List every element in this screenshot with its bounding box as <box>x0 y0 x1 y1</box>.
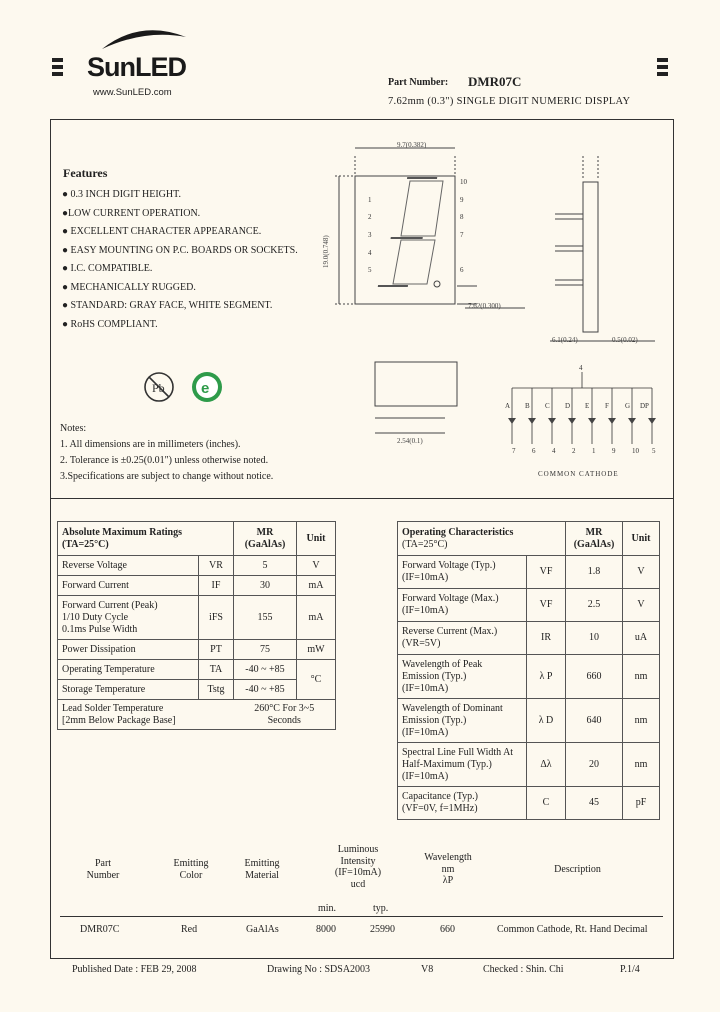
brand-website[interactable]: www.SunLED.com <box>93 87 172 98</box>
table-row: Wavelength of Dominant Emission (Typ.) (IF=10mA) λ D 640 nm <box>398 699 660 743</box>
green-product-icon <box>190 370 224 404</box>
right-header-bars <box>657 58 668 79</box>
part-number: DMR07C <box>468 74 522 89</box>
segment-label: DP <box>640 402 649 410</box>
segment-label: D <box>565 402 571 410</box>
table-row: Operating Temperature TA -40 ~ +85 °C <box>58 660 336 680</box>
table-row: Forward Voltage (Typ.) (IF=10mA) VF 1.8 V <box>398 556 660 589</box>
svg-text:Pb: Pb <box>152 381 165 395</box>
table-row: Capacitance (Typ.) (VF=0V, f=1MHz) C 45 pF <box>398 787 660 820</box>
circuit-pin: 6 <box>532 447 536 455</box>
table-header: Unit <box>623 522 660 556</box>
footer-published-date: Published Date : FEB 29, 2008 <box>72 964 197 975</box>
pb-free-icon <box>142 370 176 404</box>
list-item: ● 0.3 INCH DIGIT HEIGHT. <box>62 189 181 200</box>
circuit-pin: 5 <box>652 447 656 455</box>
circuit-common-pin: 4 <box>579 364 583 372</box>
table-row: Lead Solder Temperature [2mm Below Package Base] 260°C For 3~5 Seconds <box>58 700 336 730</box>
table-header: Unit <box>297 522 336 556</box>
left-header-bars <box>52 58 63 79</box>
col-header-color: Emitting Color <box>173 858 209 881</box>
pin-label: 8 <box>460 213 464 221</box>
sunled-logo-arc-icon <box>100 25 190 55</box>
table-header: Absolute Maximum Ratings (TA=25°C) <box>58 522 234 556</box>
col-header-wavelength: Wavelength nm λP <box>424 852 472 886</box>
note-item: 3.Specifications are subject to change without notice. <box>60 471 274 482</box>
segment-label: B <box>525 402 530 410</box>
circuit-pin: 10 <box>632 447 639 455</box>
table-row: Forward Current (Peak) 1/10 Duty Cycle 0.1ms Pulse Width iFS 155 mA <box>58 596 336 640</box>
operating-characteristics-table <box>397 521 660 820</box>
col-header-description: Description <box>554 864 601 875</box>
pin-label: 10 <box>460 178 467 186</box>
circuit-pin: 2 <box>572 447 576 455</box>
list-item: ● RoHS COMPLIANT. <box>62 318 158 330</box>
part-number-label: Part Number: <box>388 77 449 88</box>
footer-version: V8 <box>421 964 434 975</box>
pin-label: 5 <box>368 266 372 274</box>
height-dimension: 19.0(0.748) <box>322 235 330 268</box>
table-header: MR (GaAlAs) <box>566 522 623 556</box>
circuit-pin: 4 <box>552 447 556 455</box>
table-row: Forward Current IF 30 mA <box>58 576 336 596</box>
pin-label: 4 <box>368 249 372 257</box>
width-dimension: 9.7(0.382) <box>397 141 427 149</box>
list-item: ●LOW CURRENT OPERATION. <box>62 207 201 219</box>
pin-label: 3 <box>368 231 372 239</box>
absolute-maximum-ratings-table <box>57 521 336 730</box>
col-header-typ: typ. <box>373 903 389 914</box>
table-row: Storage Temperature Tstg -40 ~ +85 <box>58 680 336 700</box>
features-title: Features <box>63 166 108 180</box>
table-row: Forward Voltage (Max.) (IF=10mA) VF 2.5 V <box>398 589 660 622</box>
table-row: Reverse Voltage VR 5 V <box>58 556 336 576</box>
circuit-caption: COMMON CATHODE <box>538 470 619 478</box>
list-item: ● MECHANICALLY RUGGED. <box>62 281 196 293</box>
col-header-material: Emitting Material <box>244 858 280 881</box>
table-row: Power Dissipation PT 75 mW <box>58 640 336 660</box>
circuit-pin: 7 <box>512 447 516 455</box>
side-dimension-left: 6.1(0.24) <box>552 336 578 344</box>
table-row: Spectral Line Full Width At Half-Maximum (Typ.) (IF=10mA) Δλ 20 nm <box>398 743 660 787</box>
features-list <box>62 186 298 334</box>
notes-title: Notes: <box>60 423 87 434</box>
footer-checked-by: Checked : Shin. Chi <box>483 964 564 975</box>
pin-label: 9 <box>460 196 464 204</box>
table-row: Wavelength of Peak Emission (Typ.) (IF=10mA) λ P 660 nm <box>398 655 660 699</box>
pin-label: 2 <box>368 213 372 221</box>
circuit-pin: 9 <box>612 447 616 455</box>
segment-label: C <box>545 402 550 410</box>
footer-drawing-number: Drawing No : SDSA2003 <box>267 964 371 975</box>
selection-guide: Part Number Emitting Color Emitting Material Luminous Intensity (IF=10mA) ucd Wavelength nm λP Description min. typ. DMR07C Red GaAlAs 8000 25990 660 Common Cathode, Rt. Hand Decimal <box>50 840 673 957</box>
segment-label: A <box>505 402 511 410</box>
pin-label: 1 <box>368 196 372 204</box>
footer-page-number: P.1/4 <box>620 964 640 975</box>
segment-label: F <box>605 402 609 410</box>
brand-logo: SunLED <box>87 52 186 82</box>
note-item: 2. Tolerance is ±0.25(0.01") unless otherwise noted. <box>60 455 269 466</box>
col-header-part: Part Number <box>86 858 120 881</box>
list-item: ● STANDARD: GRAY FACE, WHITE SEGMENT. <box>62 300 273 311</box>
side-dimension-right: 0.5(0.02) <box>612 336 638 344</box>
table-row: Reverse Current (Max.) (VR=5V) IR 10 uA <box>398 622 660 655</box>
product-subtitle: 7.62mm (0.3") SINGLE DIGIT NUMERIC DISPLAY <box>388 96 631 107</box>
pin-label: 6 <box>460 266 464 274</box>
circuit-pin: 1 <box>592 447 596 455</box>
col-header-luminous: Luminous Intensity (IF=10mA) ucd <box>334 844 382 890</box>
note-item: 1. All dimensions are in millimeters (inches). <box>60 439 241 450</box>
section-divider <box>50 498 673 499</box>
list-item: ● I.C. COMPATIBLE. <box>62 263 153 274</box>
svg-text:e: e <box>201 380 210 397</box>
segment-label: E <box>585 402 590 410</box>
list-item: ● EXCELLENT CHARACTER APPEARANCE. <box>62 226 262 237</box>
segment-label: G <box>625 402 631 410</box>
pitch-dimension: 2.54(0.1) <box>397 437 423 445</box>
selection-header-divider <box>60 916 663 917</box>
pin-label: 7 <box>460 231 464 239</box>
table-header: Operating Characteristics (TA=25°C) <box>398 522 566 556</box>
list-item: ● EASY MOUNTING ON P.C. BOARDS OR SOCKETS. <box>62 244 298 256</box>
bottom-dimension: 7.62(0.300) <box>468 302 501 310</box>
col-header-min: min. <box>318 903 337 914</box>
table-header: MR (GaAlAs) <box>234 522 297 556</box>
notes-block <box>60 421 273 485</box>
